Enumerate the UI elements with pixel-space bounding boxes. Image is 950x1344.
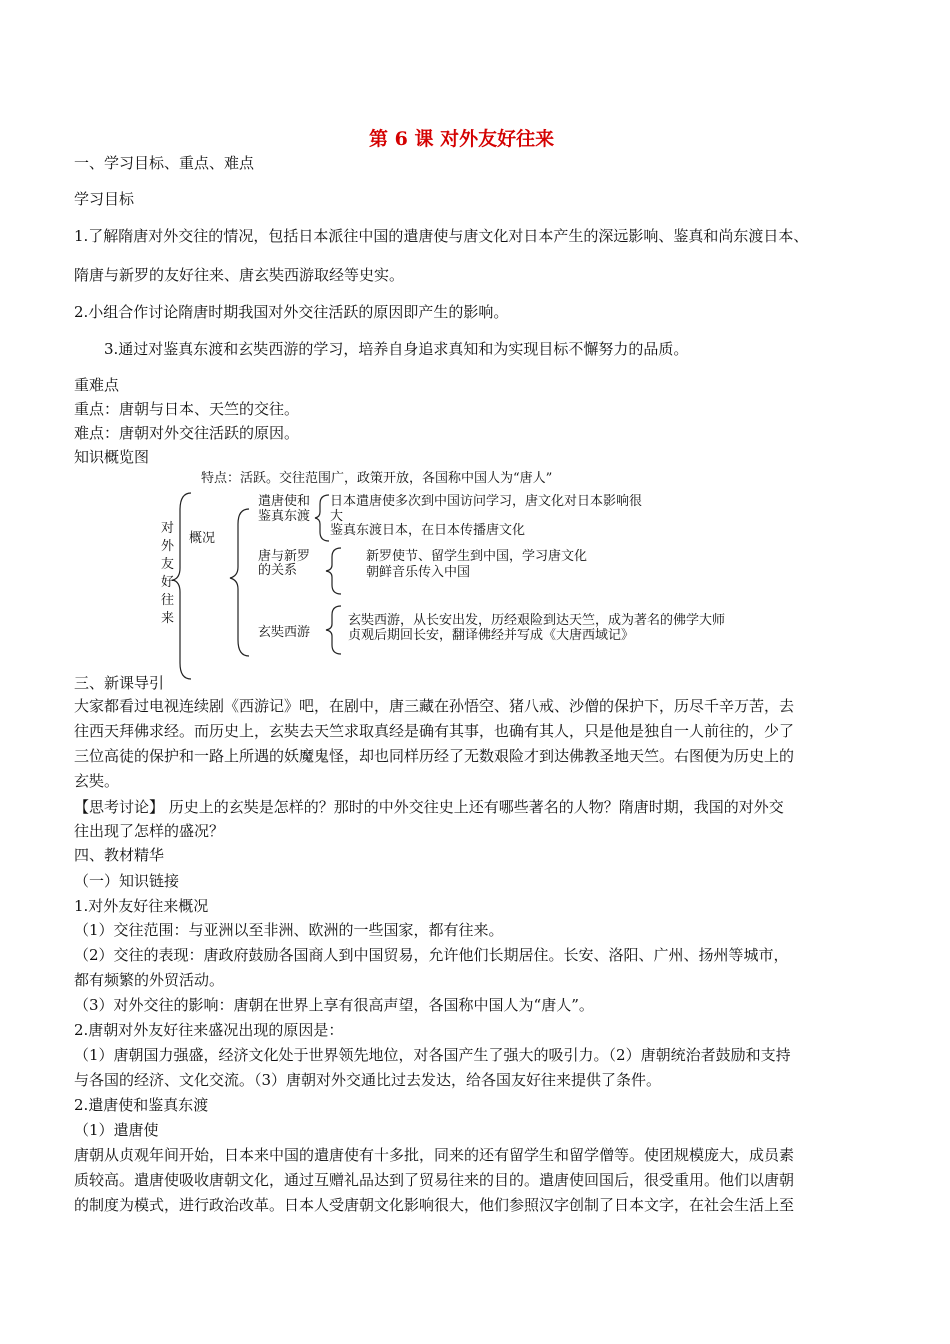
map-root-char: 来 <box>161 611 175 626</box>
map-envoy-detail: 鉴真东渡日本，在日本传播唐文化 <box>330 523 526 538</box>
goal-1-line-1: 1.了解隋唐对外交往的情况，包括日本派往中国的遣唐使与唐文化对日本产生的深远影响、鉴真和尚东渡日本、 <box>74 227 809 245</box>
map-envoy-detail: 日本遣唐使多次到中国访问学习，唐文化对日本影响很 <box>330 494 643 509</box>
topic-heading: 1.对外友好往来概况 <box>74 897 209 915</box>
page-title: 第 6 课 对外友好往来 <box>369 128 555 150</box>
overview-brace <box>230 509 249 656</box>
map-root-char: 往 <box>161 593 175 608</box>
map-silla-detail: 朝鲜音乐传入中国 <box>366 565 471 580</box>
text-line: （1）唐朝国力强盛，经济文化处于世界领先地位，对各国产生了强大的吸引力。（2）唐朝统治者鼓励和支持 <box>74 1046 791 1064</box>
map-xuanzang-detail: 贞观后期回长安，翻译佛经并写成《大唐西域记》 <box>348 628 635 643</box>
text-line: 质较高。遣唐使吸收唐朝文化，通过互赠礼品达到了贸易往来的目的。遣唐使回国后，很受重用。他们以唐朝 <box>74 1171 795 1189</box>
map-envoy-detail: 大 <box>330 509 344 524</box>
xuanzang-brace <box>326 606 341 654</box>
text-line: 与各国的经济、文化交流。（3）唐朝对外交通比过去发达，给各国友好往来提供了条件。 <box>74 1071 662 1089</box>
text-line: 的制度为模式，进行政治改革。日本人受唐朝文化影响很大，他们参照汉字创制了日本文字，在社会生活上至 <box>74 1196 795 1214</box>
intro-paragraph-line: 玄奘。 <box>74 772 120 790</box>
goals-heading: 学习目标 <box>74 190 135 208</box>
silla-brace <box>326 548 341 594</box>
map-xuanzang-label: 玄奘西游 <box>258 625 311 640</box>
text-line: （2）交往的表现：唐政府鼓励各国商人到中国贸易，允许他们长期居住。长安、洛阳、广州、扬州等城市， <box>74 946 789 964</box>
text-line: 都有频繁的外贸活动。 <box>74 971 225 989</box>
goal-2: 2.小组合作讨论隋唐时期我国对外交往活跃的原因即产生的影响。 <box>74 303 509 321</box>
map-silla-label: 唐与新罗 <box>258 549 311 564</box>
map-root-char: 好 <box>161 575 175 590</box>
concept-map-heading: 知识概览图 <box>74 448 150 466</box>
map-feature: 特点：活跃。交往范围广，政策开放，各国称中国人为“唐人” <box>201 471 553 486</box>
think-discuss-line: 【思考讨论】 历史上的玄奘是怎样的？那时的中外交往史上还有哪些著名的人物？隋唐时期，我国的对外交 <box>74 798 784 816</box>
map-root-char: 对 <box>161 521 175 536</box>
map-overview: 概况 <box>189 531 216 546</box>
map-envoy-label: 遣唐使和 <box>258 494 311 509</box>
goal-1-line-2: 隋唐与新罗的友好往来、唐玄奘西游取经等史实。 <box>74 266 405 284</box>
think-discuss-line: 往出现了怎样的盛况？ <box>74 822 225 840</box>
intro-paragraph-line: 往西天拜佛求经。而历史上，玄奘去天竺求取真经是确有其事，也确有其人，只是他是独自一人前往的，少了 <box>74 722 795 740</box>
goal-3: 3.通过对鉴真东渡和玄奘西游的学习，培养自身追求真知和为实现目标不懈努力的品质。 <box>104 340 689 358</box>
map-root-char: 友 <box>161 557 175 572</box>
map-xuanzang-detail: 玄奘西游，从长安出发，历经艰险到达天竺，成为著名的佛学大师 <box>348 613 726 628</box>
difficult-point: 难点：唐朝对外交往活跃的原因。 <box>74 424 300 442</box>
topic-heading: 2.遣唐使和鉴真东渡 <box>74 1096 209 1114</box>
text-line: （3）对外交往的影响：唐朝在世界上享有很高声望，各国称中国人为“唐人”。 <box>74 996 594 1014</box>
topic-heading: 2.唐朝对外友好往来盛况出现的原因是： <box>74 1021 344 1039</box>
map-silla-detail: 新罗使节、留学生到中国，学习唐文化 <box>366 549 588 564</box>
map-root-char: 外 <box>161 539 175 554</box>
content-heading: 四、教材精华 <box>74 846 165 864</box>
section-heading-goals: 一、学习目标、重点、难点 <box>74 154 255 172</box>
map-envoy-label-2: 鉴真东渡 <box>258 509 311 524</box>
intro-paragraph-line: 大家都看过电视连续剧《西游记》吧，在剧中，唐三藏在孙悟空、猪八戒、沙僧的保护下，历尽千辛万苦，去 <box>74 697 795 715</box>
envoy-brace <box>315 495 329 541</box>
subheading-envoy: （1）遣唐使 <box>74 1121 159 1139</box>
text-line: 唐朝从贞观年间开始，日本来中国的遣唐使有十多批，同来的还有留学生和留学僧等。使团规模庞大，成员素 <box>74 1146 795 1164</box>
text-line: （1）交往范围：与亚洲以至非洲、欧洲的一些国家，都有往来。 <box>74 921 504 939</box>
main-brace <box>173 493 191 679</box>
keypoints-heading: 重难点 <box>74 376 120 394</box>
intro-heading: 三、新课导引 <box>74 674 165 692</box>
key-point: 重点：唐朝与日本、天竺的交往。 <box>74 400 300 418</box>
subheading-knowledge: （一）知识链接 <box>74 872 180 890</box>
map-silla-label-2: 的关系 <box>258 563 298 578</box>
intro-paragraph-line: 三位高徒的保护和一路上所遇的妖魔鬼怪，却也同样历经了无数艰险才到达佛教圣地天竺。右图便为历史上的 <box>74 747 795 765</box>
